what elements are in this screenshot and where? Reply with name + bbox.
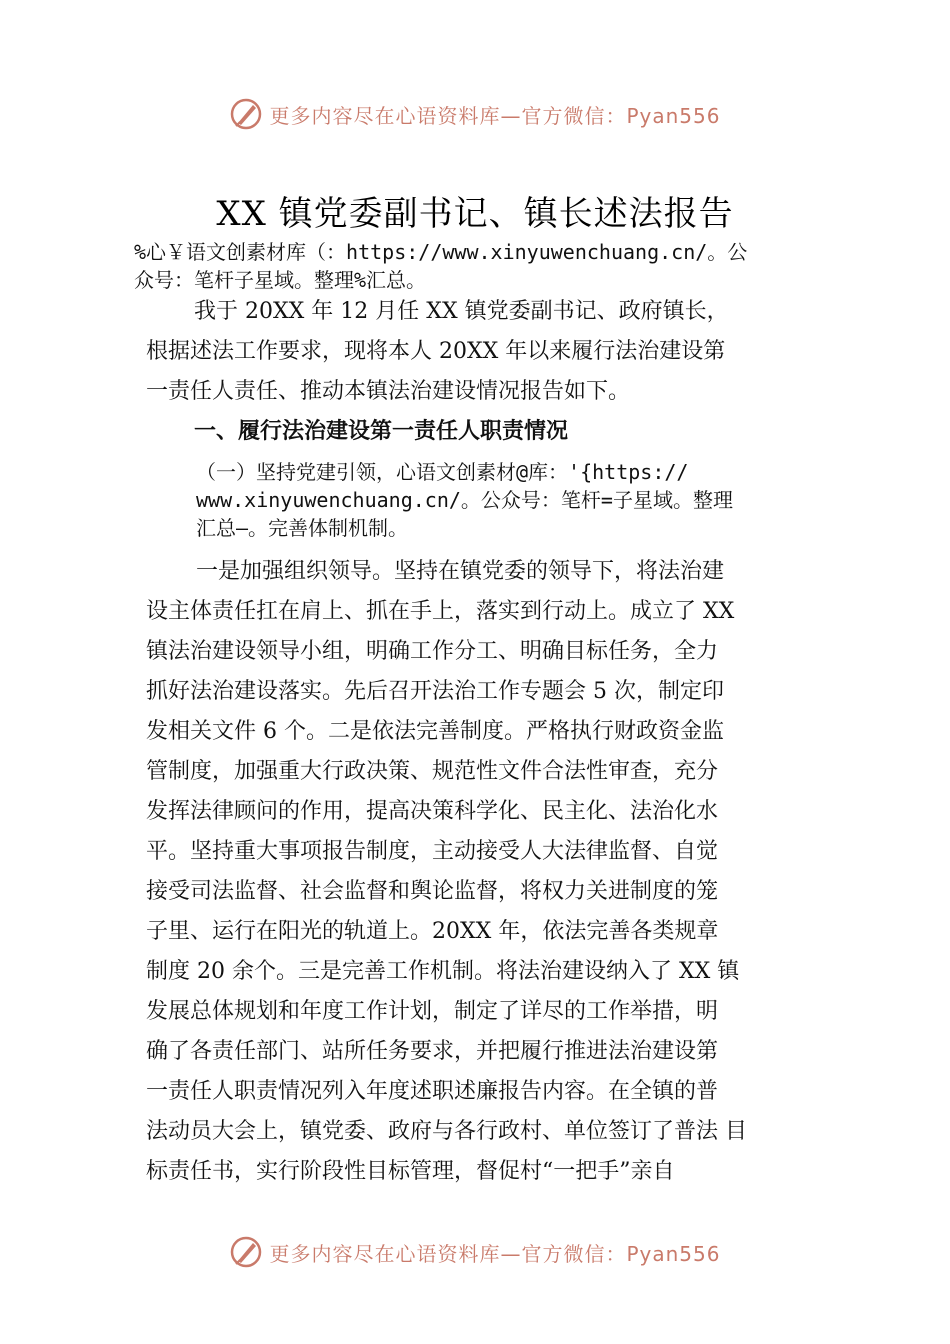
body-line: 一责任人职责情况列入年度述职述廉报告内容。在全镇的普 <box>146 1079 719 1104</box>
body-line: 发相关文件 6 个。二是依法完善制度。严格执行财政资金监 <box>146 719 724 744</box>
body-line: 确了各责任部门、站所任务要求，并把履行推进法治建设第 <box>146 1039 719 1064</box>
intro-line: 根据述法工作要求，现将本人 20XX 年以来履行法治建设第 <box>146 339 726 364</box>
body-line: 平。坚持重大事项报告制度，主动接受人大法律监督、自觉 <box>146 839 719 864</box>
document-title: XX 镇党委副书记、镇长述法报告 <box>216 194 734 234</box>
section-heading: 一、履行法治建设第一责任人职责情况 <box>194 419 569 444</box>
body-line: 制度 20 余个。三是完善工作机制。将法治建设纳入了 XX 镇 <box>146 959 740 984</box>
quill-pen-logo-icon <box>229 1235 263 1269</box>
source-note-line: %心￥语文创素材库（：https://www.xinyuwenchuang.cn/。公 <box>134 240 748 264</box>
body-line: 发展总体规划和年度工作计划，制定了详尽的工作举措，明 <box>146 999 719 1024</box>
banner-text: 更多内容尽在心语资料库—官方微信：Pyan556 <box>269 1241 721 1266</box>
subsection-line: www.xinyuwenchuang.cn/。公众号：笔杆=子星域。整理 <box>196 488 733 512</box>
body-line: 法动员大会上，镇党委、政府与各行政村、单位签订了普法 目 <box>146 1119 747 1144</box>
body-line: 标责任书，实行阶段性目标管理，督促村“一把手”亲自 <box>146 1159 675 1184</box>
subsection-line: （一）坚持党建引领，心语文创素材@库：'{https:// <box>196 460 689 484</box>
body-line: 发挥法律顾问的作用，提高决策科学化、民主化、法治化水 <box>146 799 719 824</box>
footer-banner <box>0 1232 950 1272</box>
body-line: 管制度，加强重大行政决策、规范性文件合法性审查，充分 <box>146 759 719 784</box>
body-line: 一是加强组织领导。坚持在镇党委的领导下，将法治建 <box>196 559 725 584</box>
body-line: 接受司法监督、社会监督和舆论监督，将权力关进制度的笼 <box>146 879 719 904</box>
body-line: 设主体责任扛在肩上、抓在手上，落实到行动上。成立了 XX <box>146 599 735 624</box>
body-line: 抓好法治建设落实。先后召开法治工作专题会 5 次，制定印 <box>146 679 724 704</box>
intro-line: 一责任人责任、推动本镇法治建设情况报告如下。 <box>146 379 631 404</box>
intro-line: 我于 20XX 年 12 月任 XX 镇党委副书记、政府镇长， <box>194 299 729 324</box>
header-banner <box>0 94 950 134</box>
quill-pen-logo-icon <box>229 97 263 131</box>
banner-text: 更多内容尽在心语资料库—官方微信：Pyan556 <box>269 103 721 128</box>
body-line: 镇法治建设领导小组，明确工作分工、明确目标任务，全力 <box>146 639 719 664</box>
subsection-line: 汇总—。完善体制机制。 <box>196 516 409 540</box>
source-note-line: 众号：笔杆子星域。整理%汇总。 <box>134 268 427 292</box>
body-line: 子里、运行在阳光的轨道上。20XX 年，依法完善各类规章 <box>146 919 719 944</box>
